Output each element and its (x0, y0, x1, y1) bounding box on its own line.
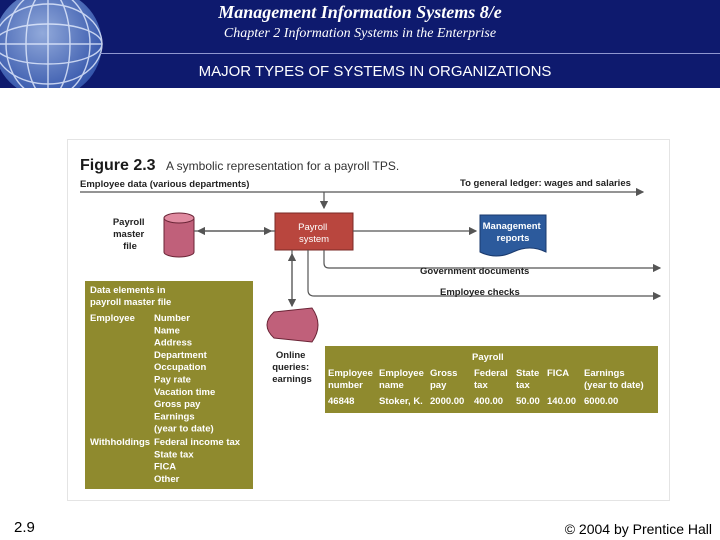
copyright: © 2004 by Prentice Hall (564, 521, 712, 537)
payroll-tps-figure (67, 139, 670, 501)
figure-data_elements-employee_fields-7: Gross pay (154, 399, 201, 411)
record-header-5-0: FICA (547, 368, 570, 379)
figure-data_elements-employee_fields-2: Address (154, 337, 193, 349)
management-reports-label: Management reports (482, 221, 541, 244)
record-value-4: 50.00 (516, 396, 540, 407)
record-value-1: Stoker, K. (379, 396, 423, 407)
record-value-0: 46848 (328, 396, 355, 407)
record-header-0-1: number (328, 380, 363, 391)
figure-data_elements-employee_fields-9: (year to date) (154, 423, 214, 435)
gov-docs-label: Government documents (420, 266, 530, 277)
online-display-shape (267, 308, 318, 342)
figure-data_elements-employee_fields-3: Department (154, 349, 207, 361)
record-value-6: 6000.00 (584, 396, 619, 407)
payroll-diagram (68, 140, 669, 500)
figure-caption: A symbolic representation for a payroll TPS. (166, 159, 400, 173)
data-elements-title: Data elements in payroll master file (90, 285, 172, 308)
slide-header (0, 0, 720, 88)
record-group-header: Payroll (472, 352, 504, 363)
record-header-6-0: Earnings (584, 368, 625, 379)
figure-data_elements-employee_fields-4: Occupation (154, 362, 207, 374)
record-header-4-1: tax (516, 380, 530, 391)
figure-data_elements-employee_fields-0: Number (154, 313, 190, 324)
record-value-5: 140.00 (547, 396, 577, 407)
figure-data_elements-withholding_fields-1: State tax (154, 449, 194, 461)
record-header-4-0: State (516, 368, 540, 379)
employee-label: Employee (90, 313, 135, 324)
withholdings-label: Withholdings (90, 437, 151, 448)
checks-label: Employee checks (440, 287, 520, 298)
figure-data_elements-employee_fields-1: Name (154, 325, 180, 337)
record-header-0-0: Employee (328, 368, 373, 379)
input-label: Employee data (various departments) (80, 179, 250, 190)
master-file-label: Payroll master file (112, 217, 145, 252)
figure-data_elements-withholding_fields-2: FICA (154, 461, 177, 473)
section-title: MAJOR TYPES OF SYSTEMS IN ORGANIZATIONS (198, 63, 552, 80)
figure-data_elements-employee_fields-5: Pay rate (154, 374, 191, 386)
payroll-system-label: Payroll system (298, 222, 330, 245)
slide-subtitle: Chapter 2 Information Systems in the Enterprise (223, 26, 497, 41)
record-header-2-0: Gross (430, 368, 458, 379)
figure-label: Figure 2.3 (80, 157, 156, 174)
slide-title: Management Information Systems 8/e (218, 2, 502, 22)
master-file-cylinder (164, 213, 194, 257)
record-header-1-0: Employee (379, 368, 424, 379)
header-divider (100, 53, 720, 54)
slide-number: 2.9 (14, 519, 35, 536)
record-header-1-1: name (379, 380, 404, 391)
output-label: To general ledger: wages and salaries (460, 178, 631, 189)
record-value-3: 400.00 (474, 396, 504, 407)
figure-data_elements-employee_fields-8: Earnings (154, 411, 195, 423)
record-header-2-1: pay (430, 380, 447, 391)
record-value-2: 2000.00 (430, 396, 465, 407)
record-header-3-1: tax (474, 380, 488, 391)
record-header-6-1: (year to date) (584, 380, 644, 391)
figure-data_elements-employee_fields-6: Vacation time (154, 386, 216, 398)
record-header-3-0: Federal (474, 368, 508, 379)
online-queries-label: Online queries: earnings (272, 350, 312, 385)
figure-data_elements-withholding_fields-0: Federal income tax (154, 437, 241, 448)
figure-data_elements-withholding_fields-3: Other (154, 473, 180, 485)
